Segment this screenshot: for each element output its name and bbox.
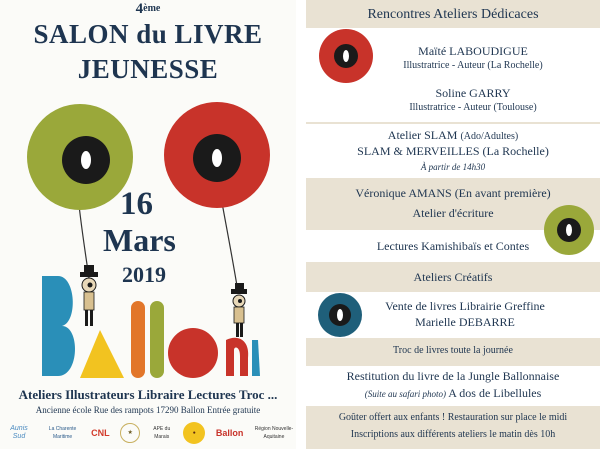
letter-l-orange [131, 301, 145, 378]
blue-eye-highlight [337, 309, 343, 321]
letter-b [42, 276, 75, 376]
swap-band [306, 340, 600, 364]
poster-info-line1: Ateliers Illustrateurs Libraire Lectures Troc ... [18, 387, 278, 402]
poster-info-line2: Ancienne école Rue des rampots 17290 Ballon Entrée gratuite [35, 405, 261, 415]
hanging-man-right [231, 283, 247, 337]
date-day: 16 [120, 186, 153, 222]
blue-eye-illustration [318, 293, 362, 337]
slam-organizer: SLAM & MERVEILLES (La Rochelle) [357, 144, 549, 158]
date-month: Mars [103, 222, 176, 258]
red-eye-illustration [319, 29, 373, 83]
author1-role: Illustratrice - Auteur (La Rochelle) [403, 60, 543, 71]
edition-number: 4ème [135, 1, 161, 17]
olive-balloon-pupil [81, 151, 91, 169]
letter-l-green [150, 301, 164, 378]
blue-eye-pupil [329, 304, 351, 326]
date-year: 2019 [122, 262, 166, 287]
bookshop-sale: Vente de livres Librairie Greffine [385, 299, 545, 313]
author2-name: Soline GARRY [435, 86, 511, 100]
author2-role: Illustratrice - Auteur (Toulouse) [409, 102, 537, 113]
slam-band [306, 124, 600, 178]
restitution: Restitution du livre de la Jungle Ballonnaise [346, 369, 560, 383]
letter-o [168, 328, 218, 378]
slam-title: Atelier SLAM (Ado/Adultes) [387, 128, 519, 142]
logo-yellow-badge: ● [183, 422, 205, 444]
red-eye-pupil [334, 44, 358, 68]
logo-ballon: Ballon [215, 428, 244, 438]
red-eye-highlight [343, 50, 349, 62]
ballon-letters [42, 276, 260, 378]
creative-workshops: Ateliers Créatifs [413, 270, 493, 284]
poster [0, 0, 296, 449]
restitution-detail: (Suite au safari photo) A dos de Libellules [364, 386, 542, 400]
green-eye-highlight [566, 224, 572, 236]
kamishibai-readings: Lectures Kamishibaïs et Contes [376, 239, 530, 253]
poster-title-line1: SALON du LIVRE [33, 19, 263, 49]
restitution-band [306, 366, 600, 406]
logo-cnl: CNL [91, 428, 110, 438]
bookseller-name: Marielle DEBARRE [415, 315, 515, 329]
red-balloon-pupil [212, 149, 222, 167]
logo-nouvelle-aquitaine: Région Nouvelle-Aquitaine [254, 426, 294, 440]
author3-name: Véronique AMANS (En avant première) [355, 186, 551, 200]
logo-aunis-sud: Aunis Sud [10, 425, 28, 440]
program-header: Rencontres Ateliers Dédicaces [367, 7, 539, 22]
letter-n [226, 338, 248, 376]
slam-time: À partir de 14h30 [420, 162, 486, 172]
poster-title-line2: JEUNESSE [77, 54, 219, 84]
author1-name: Maïté LABOUDIGUE [418, 44, 528, 58]
registration-info: Inscriptions aux différents ateliers le matin dès 10h [350, 429, 556, 440]
logo-ape-marais: APE du Marais [153, 426, 171, 440]
footer-band [306, 408, 600, 449]
logo-charente-maritime: La Charente Maritime [48, 426, 77, 440]
book-swap: Troc de livres toute la journée [393, 345, 513, 356]
letter-a [80, 330, 124, 378]
snack-info: Goûter offert aux enfants ! Restauration sur place le midi [338, 412, 568, 423]
programme-panel [306, 0, 600, 449]
hanging-man-left [80, 265, 98, 326]
creative-band [306, 264, 600, 290]
sponsor-logos [4, 420, 294, 446]
writing-workshop: Atelier d'écriture [412, 206, 494, 220]
green-eye-illustration [544, 205, 594, 255]
program-header-band [306, 0, 600, 26]
green-eye-pupil [557, 218, 581, 242]
logo-seal: ★ [120, 423, 140, 443]
